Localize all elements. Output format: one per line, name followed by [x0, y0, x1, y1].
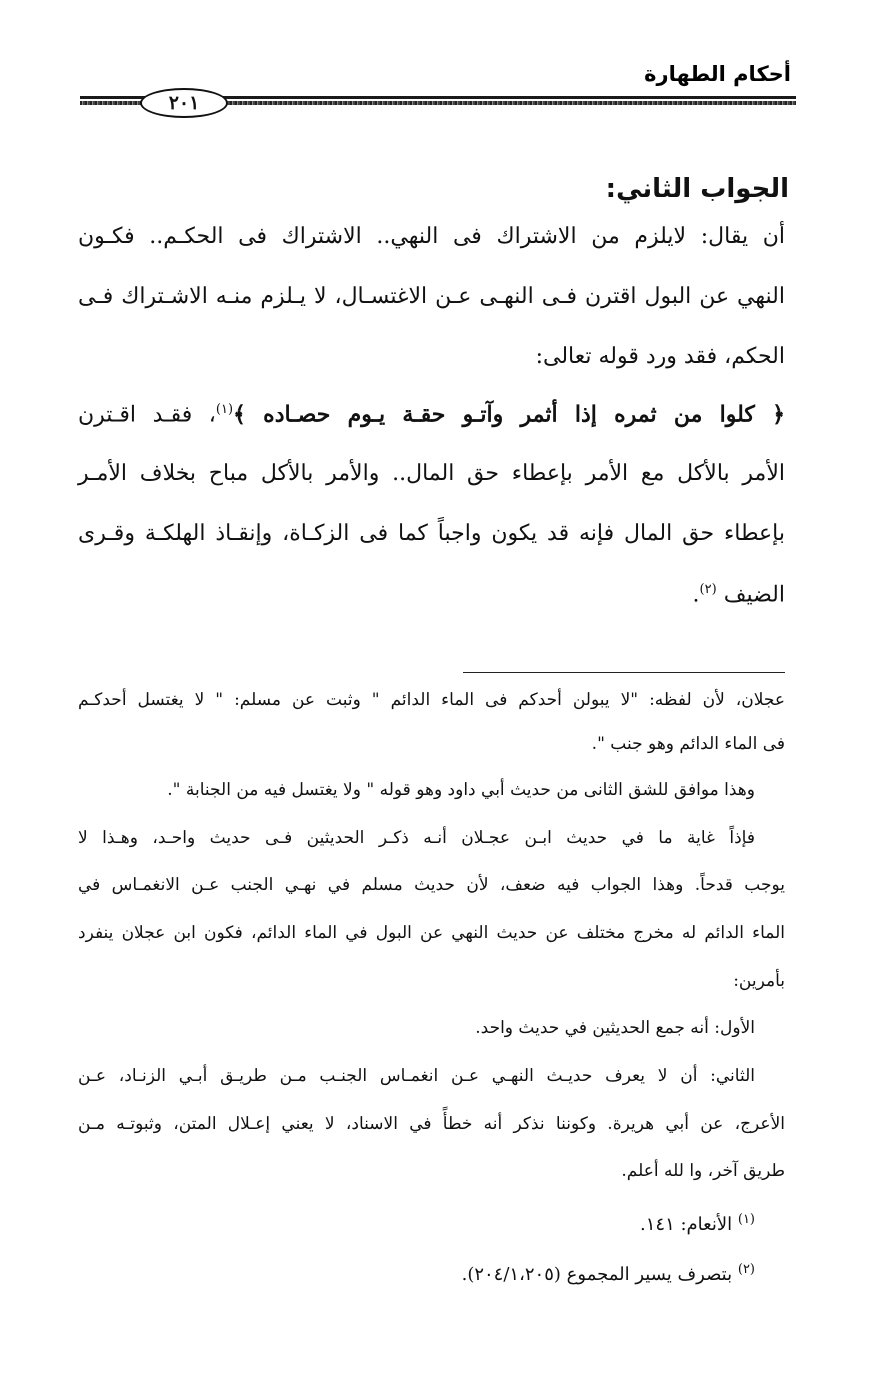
reference-note-1 [640, 1212, 755, 1235]
body-line: بإعطاء حق المال فإنه قد يكون واجباً كما فى الزكـاة، وإنقـاذ الهلكـة وقـرى [78, 521, 785, 546]
section-heading: الجواب الثاني: [605, 174, 789, 204]
footnote-marker: (٢) [699, 582, 717, 597]
body-last-word: الضيف [723, 582, 785, 608]
footnote-marker: (١) [215, 402, 234, 417]
reference-marker: (٢) [737, 1262, 755, 1277]
reference-marker: (١) [737, 1212, 755, 1227]
footnote-line: الأول: أنه جمع الحديثين في حديث واحد. [475, 1018, 755, 1038]
running-title: أحكام الطهارة [644, 62, 791, 86]
reference-text: الأنعام: ١٤١. [640, 1214, 733, 1235]
footnote-line: بأمرين: [733, 971, 785, 991]
footnote-line: يوجب قدحاً. وهذا الجواب فيه ضعف، لأن حديث مسلم في نهـي الجنب عـن الانغمـاس في [78, 875, 785, 895]
body-line: النهي عن البول اقترن فـى النهـى عـن الاغتسـال، لا يـلزم منـه الاشـتراك فـى [78, 284, 785, 309]
footnote-line: فى الماء الدائم وهو جنب ". [591, 734, 785, 754]
verse-line-rest: ، فقـد اقـترن [78, 402, 216, 428]
body-line: الحكم، فقد ورد قوله تعالى: [535, 344, 785, 369]
footnote-line: عجلان، لأن لفظه: "لا يبولن أحدكم فى الماء الدائم " وثبت عن مسلم: " لا يغتسل أحدكـم [78, 690, 785, 710]
reference-text: بتصرف يسير المجموع (٢٠٤/١،٢٠٥). [461, 1264, 733, 1285]
quran-verse: ﴿ كلوا من ثمره إذا أثمر وآتـو حقـة يـوم حصـاده ﴾ [233, 401, 785, 428]
body-end-period: . [692, 582, 700, 608]
body-line: الأمر بالأكل مع الأمر بإعطاء حق المال.. والأمر بالأكل مباح بخلاف الأمـر [78, 461, 785, 486]
footnote-line: الأعرج، عن أبي هريرة. وكوننا نذكر أنه خطأً في الاسناد، لا يعني إعـلال المتن، وثبوتـه مـن [78, 1114, 785, 1134]
footnote-line: الماء الدائم له مخرج مختلف عن حديث النهي عن البول في الماء الدائم، فكون ابن عجلان ينفرد [78, 923, 785, 943]
footnote-line: فإذاً غاية ما في حديث ابـن عجـلان أنـه ذكـر الحديثين فـى حديث واحـد، وهـذا لا [78, 828, 755, 848]
body-last-line [78, 583, 785, 606]
footnote-line: الثاني: أن لا يعرف حديـث النهـي عـن انغمـاس الجنـب مـن طريـق أبـي الزنـاد، عـن [78, 1066, 755, 1086]
footnote-line: طريق آخر، وا لله أعلم. [621, 1161, 785, 1181]
verse-line [78, 403, 785, 426]
page-number: ٢٠١ [140, 88, 228, 118]
footnote-separator [463, 672, 785, 673]
reference-note-2 [462, 1262, 755, 1285]
body-line: أن يقال: لايلزم من الاشتراك فى النهي.. الاشتراك فى الحكـم.. فكـون [78, 224, 785, 249]
footnote-line: وهذا موافق للشق الثانى من حديث أبي داود وهو قوله " ولا يغتسل فيه من الجنابة ". [167, 780, 755, 800]
